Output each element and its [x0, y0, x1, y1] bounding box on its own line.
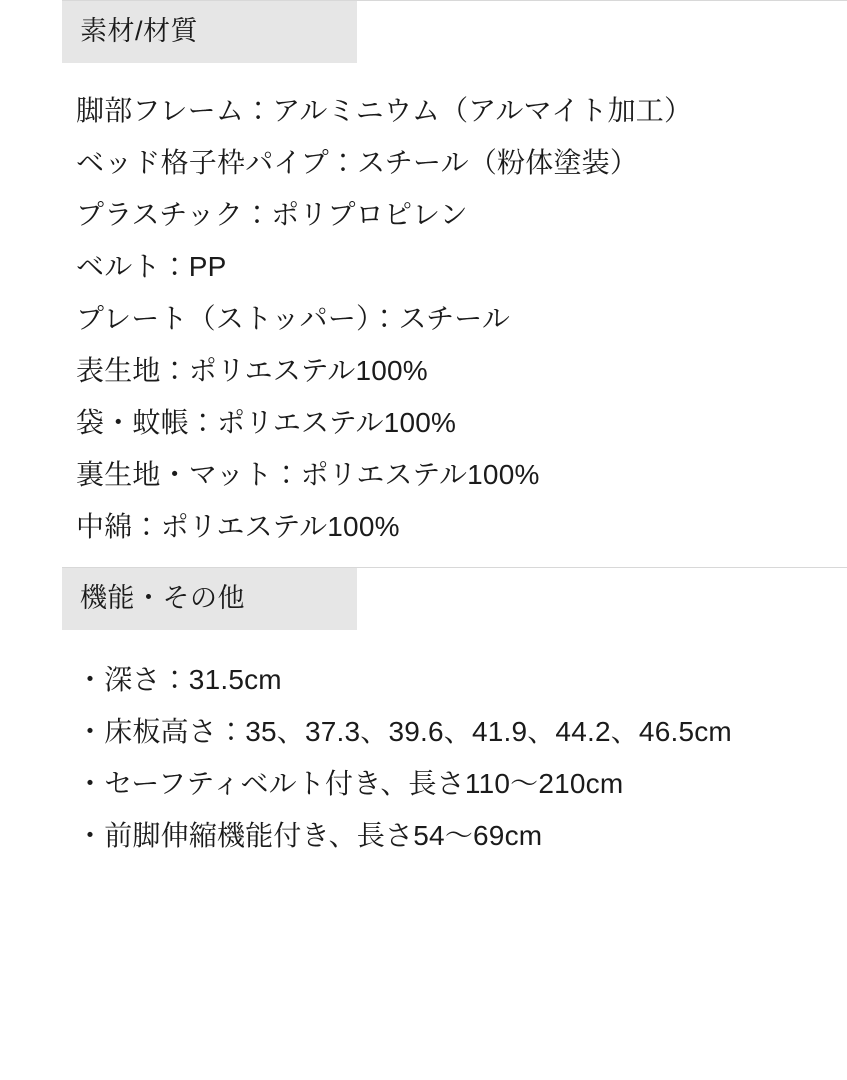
section-materials	[0, 1, 847, 567]
feature-line-safety-belt: ・セーフティベルト付き、長さ110〜210cm	[76, 767, 624, 799]
section-materials-header	[62, 1, 357, 63]
section-features-header	[62, 568, 357, 630]
material-line-padding: 中綿：ポリエステル100%	[76, 510, 400, 542]
material-line-lining-mat: 裏生地・マット：ポリエステル100%	[76, 458, 540, 490]
material-line-plastic: プラスチック：ポリプロピレン	[76, 198, 468, 230]
material-line-frame: 脚部フレーム：アルミニウム（アルマイト加工）	[76, 94, 693, 126]
material-line-plate: プレート（ストッパー）：スチール	[76, 302, 511, 334]
section-features	[0, 568, 847, 876]
section-features-body	[0, 630, 847, 876]
material-line-outer-fabric: 表生地：ポリエステル100%	[76, 354, 428, 386]
feature-line-floor-height: ・床板高さ：35、37.3、39.6、41.9、44.2、46.5cm	[76, 715, 732, 747]
material-line-bedpipe: ベッド格子枠パイプ：スチール（粉体塗装）	[76, 146, 639, 178]
feature-line-depth: ・深さ：31.5cm	[76, 663, 282, 695]
material-line-bag-net: 袋・蚊帳：ポリエステル100%	[76, 406, 457, 438]
section-materials-body	[0, 63, 847, 567]
section-features-title: 機能・その他	[80, 582, 245, 613]
feature-line-front-leg: ・前脚伸縮機能付き、長さ54〜69cm	[76, 819, 543, 851]
material-line-belt: ベルト：PP	[76, 250, 227, 282]
section-materials-title: 素材/材質	[80, 16, 199, 46]
